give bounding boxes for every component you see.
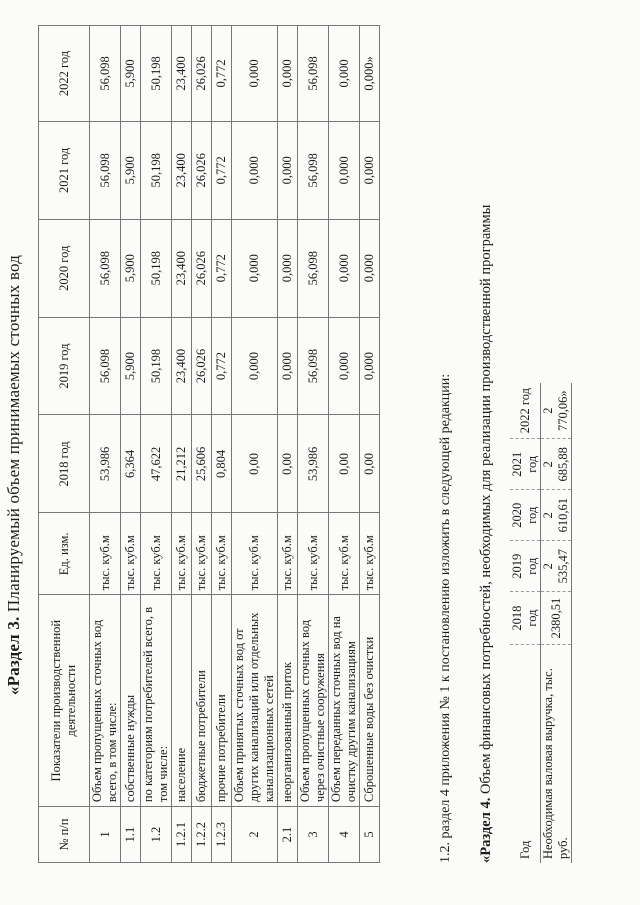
row-indicator: Объем пропущенных сточных вод через очистные сооружения [298,595,329,807]
row-num: 1 [90,807,121,863]
row-value-2020: 0,772 [212,219,232,317]
row-num: 5 [360,807,380,863]
header-2020: 2020 год [39,219,90,317]
row-value-2022: 0,000 [232,26,278,122]
row-value-2019: 2 535,47 [541,541,572,592]
row-num: 2 [232,807,278,863]
row-unit: тыс. куб.м [90,513,121,595]
row-indicator: Объем пропущенных сточных вод всего, в том числе: [90,595,121,807]
section4-title-rest: Объем финансовых потребностей, необходимых для реализации производственной программы [478,204,494,798]
row-value-2018: 21,212 [172,415,192,513]
table-row [141,26,172,863]
row-value-2018: 6,364 [121,415,141,513]
section4-title-bold: «Раздел 4. [478,797,494,863]
row-value-2018: 25,606 [192,415,212,513]
row-value-2021: 0,000 [232,121,278,219]
row-unit: тыс. куб.м [360,513,380,595]
row-value-2018: 53,986 [90,415,121,513]
row-num: 3 [298,807,329,863]
row-value-2019: 56,098 [90,317,121,415]
header-2018: 2018 год [510,592,541,645]
row-value-2021: 56,098 [90,121,121,219]
header-2020: 2020 год [510,490,541,541]
row-unit: тыс. куб.м [172,513,192,595]
row-value-2021: 56,098 [298,121,329,219]
header-year: Год [510,645,541,864]
row-value-2019: 56,098 [298,317,329,415]
row-value-2022: 23,400 [172,26,192,122]
row-indicator: Объем переданных сточных вод на очистку другим канализациям [329,595,360,807]
row-value-2022: 0,000 [329,26,360,122]
row-value-2018: 0,00 [360,415,380,513]
row-value-2020: 2 610,61 [541,490,572,541]
row-value-2022: 26,026 [192,26,212,122]
header-2022: 2022 год [39,26,90,122]
row-value-2018: 0,00 [278,415,298,513]
header-2019: 2019 год [510,541,541,592]
header-unit: Ед. изм. [39,513,90,595]
table-row [232,26,278,863]
table-row [90,26,121,863]
row-num: 1.2.3 [212,807,232,863]
row-indicator: прочие потребители [212,595,232,807]
row-value-2018: 47,622 [141,415,172,513]
section3-title [4,85,24,865]
table-header-row [510,383,541,863]
row-num: 1.2 [141,807,172,863]
row-value-2021: 23,400 [172,121,192,219]
row-value-2022: 2 770,06» [541,383,572,439]
section4-title [478,23,495,863]
row-value-2019: 0,000 [329,317,360,415]
row-indicator: бюджетные потребители [192,595,212,807]
header-2021: 2021 год [39,121,90,219]
row-value-2021: 0,772 [212,121,232,219]
row-num: 1.1 [121,807,141,863]
row-unit: тыс. куб.м [141,513,172,595]
row-num: 4 [329,807,360,863]
section3-title-bold: «Раздел 3. [4,616,23,696]
row-value-2021: 0,000 [329,121,360,219]
row-value-2022: 50,198 [141,26,172,122]
row-value-2019: 0,772 [212,317,232,415]
row-indicator: Объем принятых сточных вод от других канализаций или отдельных канализационных сетей [232,595,278,807]
row-unit: тыс. куб.м [298,513,329,595]
row-unit: тыс. куб.м [192,513,212,595]
amendment-note: 1.2. раздел 4 приложения № 1 к постановлению изложить в следующей редакции: [438,373,453,863]
table-row [172,26,192,863]
table-row [278,26,298,863]
section3-title-rest: Планируемый объем принимаемых сточных вод [4,254,23,617]
row-value-2021: 5,900 [121,121,141,219]
row-value-2019: 50,198 [141,317,172,415]
row-indicator: неорганизованный приток [278,595,298,807]
row-unit: тыс. куб.м [232,513,278,595]
row-value-2018: 0,00 [232,415,278,513]
row-value-2018: 0,804 [212,415,232,513]
row-indicator: по категориям потребителей всего, в том числе: [141,595,172,807]
row-value-2019: 23,400 [172,317,192,415]
table-row [298,26,329,863]
table-row [192,26,212,863]
header-2018: 2018 год [39,415,90,513]
row-indicator: собственные нужды [121,595,141,807]
row-value-2022: 56,098 [90,26,121,122]
row-label: Необходимая валовая выручка, тыс. руб. [541,645,572,864]
header-indicator: Показатели производственной деятельности [39,595,90,807]
row-value-2020: 0,000 [278,219,298,317]
row-unit: тыс. куб.м [121,513,141,595]
row-value-2020: 26,026 [192,219,212,317]
row-value-2019: 26,026 [192,317,212,415]
header-num: № п/п [39,807,90,863]
row-value-2019: 5,900 [121,317,141,415]
row-indicator: Сброшенные воды без очистки [360,595,380,807]
table-row [360,26,380,863]
table-header-row [39,26,90,863]
row-value-2020: 5,900 [121,219,141,317]
row-value-2019: 0,000 [360,317,380,415]
row-value-2021: 26,026 [192,121,212,219]
row-value-2021: 0,000 [360,121,380,219]
row-value-2020: 56,098 [90,219,121,317]
row-value-2018: 2380,51 [541,592,572,645]
row-value-2020: 0,000 [360,219,380,317]
header-2021: 2021 год [510,439,541,490]
row-value-2021: 50,198 [141,121,172,219]
table-row [329,26,360,863]
row-value-2022: 56,098 [298,26,329,122]
row-value-2022: 0,772 [212,26,232,122]
table-row [212,26,232,863]
row-value-2019: 0,000 [278,317,298,415]
row-value-2020: 56,098 [298,219,329,317]
row-unit: тыс. куб.м [278,513,298,595]
row-indicator: население [172,595,192,807]
planned-wastewater-table [38,25,380,863]
row-value-2021: 0,000 [278,121,298,219]
financial-needs-table [510,383,572,863]
row-num: 1.2.1 [172,807,192,863]
header-2019: 2019 год [39,317,90,415]
row-value-2020: 50,198 [141,219,172,317]
header-2022: 2022 год [510,383,541,439]
row-num: 1.2.2 [192,807,212,863]
row-value-2020: 0,000 [329,219,360,317]
row-unit: тыс. куб.м [212,513,232,595]
table-row [541,383,572,863]
row-value-2019: 0,000 [232,317,278,415]
row-value-2020: 0,000 [232,219,278,317]
row-value-2021: 2 685,88 [541,439,572,490]
row-num: 2.1 [278,807,298,863]
row-value-2018: 53,986 [298,415,329,513]
row-value-2022: 0,000 [278,26,298,122]
row-value-2022: 5,900 [121,26,141,122]
row-value-2022: 0,000» [360,26,380,122]
row-unit: тыс. куб.м [329,513,360,595]
row-value-2018: 0,00 [329,415,360,513]
row-value-2020: 23,400 [172,219,192,317]
table-row [121,26,141,863]
